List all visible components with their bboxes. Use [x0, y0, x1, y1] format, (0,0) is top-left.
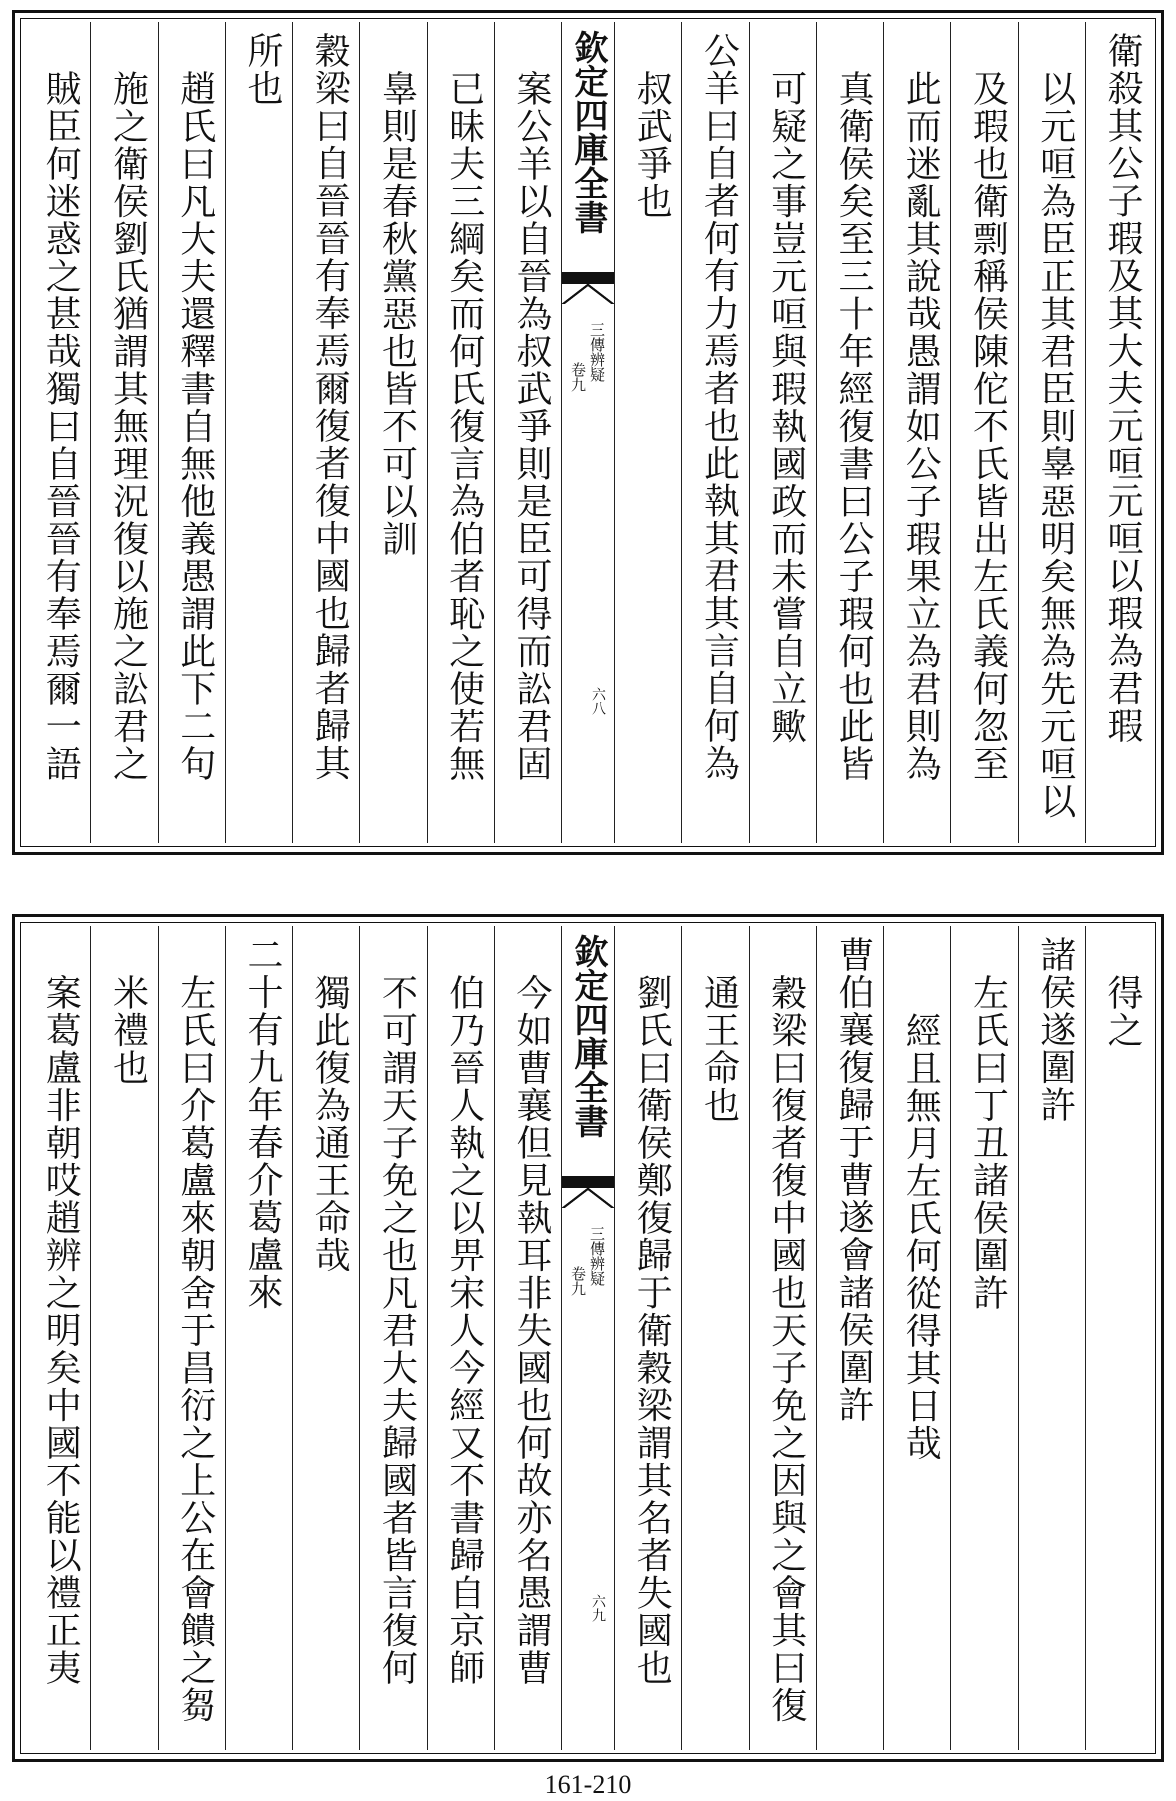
text-column — [749, 926, 816, 1750]
column-text: 通王命也 — [698, 974, 740, 1124]
book-title: 三傳辨疑 — [588, 1226, 606, 1286]
column-text: 左氏曰介葛盧來朝舍于昌衍之上公在會饋之芻 — [174, 974, 216, 1724]
text-column — [816, 926, 883, 1750]
column-text: 叔武爭也 — [631, 70, 673, 220]
column-text: 今如曹襄但見執耳非失國也何故亦名愚謂曹 — [511, 974, 552, 1687]
folio-number: 六九 — [590, 1594, 606, 1622]
column-text: 二十有九年春介葛盧來 — [242, 936, 283, 1311]
column-text: 趙氏曰凡大夫還釋書自無他義愚謂此下二句 — [174, 70, 216, 783]
page-number: 161-210 — [544, 1770, 632, 1799]
column-text: 案葛盧非朝哎趙辨之明矣中國不能以禮正夷 — [40, 974, 82, 1687]
collection-title: 欽定四庫全書 — [568, 934, 608, 1138]
lower-leaf — [12, 914, 1164, 1762]
text-column — [427, 22, 494, 843]
column-text: 得之 — [1102, 974, 1143, 1049]
text-column — [292, 22, 359, 843]
text-column — [225, 926, 292, 1750]
center-fold — [561, 22, 614, 843]
column-text: 賊臣何迷惑之甚哉獨曰自晉晉有奉焉爾一語 — [40, 70, 82, 783]
text-column — [158, 22, 225, 843]
center-fold — [561, 926, 614, 1750]
column-text: 左氏曰丁丑諸侯圍許 — [967, 974, 1009, 1312]
text-column — [359, 22, 426, 843]
column-text: 所也 — [242, 32, 283, 107]
text-column — [749, 22, 816, 843]
column-text: 已昧夫三綱矣而何氏復言為伯者恥之使若無 — [443, 70, 485, 783]
text-column — [24, 926, 90, 1750]
column-text: 穀梁曰自晉晉有奉焉爾復者復中國也歸者歸其 — [309, 32, 351, 782]
lower-leaf-columns — [24, 926, 1152, 1750]
fishtail-mark — [562, 272, 614, 304]
text-column — [1085, 22, 1152, 843]
column-text: 辠則是春秋黨惡也皆不可以訓 — [376, 70, 418, 558]
text-column — [681, 926, 748, 1750]
text-column — [614, 22, 681, 843]
column-text: 及瑕也衛剽稱侯陳佗不氏皆出左氏義何忽至 — [967, 70, 1009, 783]
fishtail-mark — [562, 1176, 614, 1208]
text-column — [90, 926, 157, 1750]
text-column — [1018, 22, 1085, 843]
column-text: 諸侯遂圍許 — [1034, 936, 1076, 1124]
upper-leaf — [12, 10, 1164, 855]
text-column — [614, 926, 681, 1750]
text-column — [681, 22, 748, 843]
text-column — [24, 22, 90, 843]
column-text: 施之衛侯劉氏猶謂其無理況復以施之訟君之 — [107, 70, 149, 783]
text-column — [883, 926, 950, 1750]
text-column — [359, 926, 426, 1750]
juan-label: 卷九 — [569, 362, 587, 392]
text-column — [158, 926, 225, 1750]
text-column — [883, 22, 950, 843]
upper-leaf-columns — [24, 22, 1152, 843]
column-text: 真衛侯矣至三十年經復書曰公子瑕何也此皆 — [833, 70, 874, 783]
column-text: 此而迷亂其說哉愚謂如公子瑕果立為君則為 — [900, 70, 942, 783]
text-column — [427, 926, 494, 1750]
column-text: 衛殺其公子瑕及其大夫元咺元咺以瑕為君瑕 — [1102, 32, 1143, 745]
text-column — [950, 22, 1017, 843]
column-text: 穀梁曰復者復中國也天子免之因與之會其曰復 — [765, 974, 807, 1724]
column-text: 可疑之事豈元咺與瑕執國政而未嘗自立歟 — [765, 70, 807, 745]
collection-title: 欽定四庫全書 — [568, 30, 608, 234]
text-column — [494, 22, 561, 843]
column-text: 劉氏曰衛侯鄭復歸于衛穀梁謂其名者失國也 — [631, 974, 673, 1687]
juan-label: 卷九 — [569, 1266, 587, 1296]
column-text: 曹伯襄復歸于曹遂會諸侯圍許 — [833, 936, 874, 1424]
book-title: 三傳辨疑 — [588, 322, 606, 382]
text-column — [1018, 926, 1085, 1750]
column-text: 獨此復為通王命哉 — [309, 974, 351, 1274]
column-text: 公羊曰自者何有力焉者也此執其君其言自何為 — [698, 32, 740, 782]
text-column — [950, 926, 1017, 1750]
folio-number: 六八 — [590, 687, 606, 715]
column-text: 以元咺為臣正其君臣則辠惡明矣無為先元咺以 — [1034, 70, 1076, 820]
column-text: 伯乃晉人執之以畀宋人今經又不書歸自京師 — [443, 974, 485, 1687]
column-text: 不可謂天子免之也凡君大夫歸國者皆言復何 — [376, 974, 418, 1687]
column-text: 案公羊以自晉為叔武爭則是臣可得而訟君固 — [511, 70, 552, 783]
text-column — [292, 926, 359, 1750]
column-text: 米禮也 — [107, 974, 149, 1087]
column-text: 經且無月左氏何從得其日哉 — [900, 1012, 942, 1462]
text-column — [816, 22, 883, 843]
text-column — [90, 22, 157, 843]
text-column — [494, 926, 561, 1750]
text-column — [225, 22, 292, 843]
text-column — [1085, 926, 1152, 1750]
